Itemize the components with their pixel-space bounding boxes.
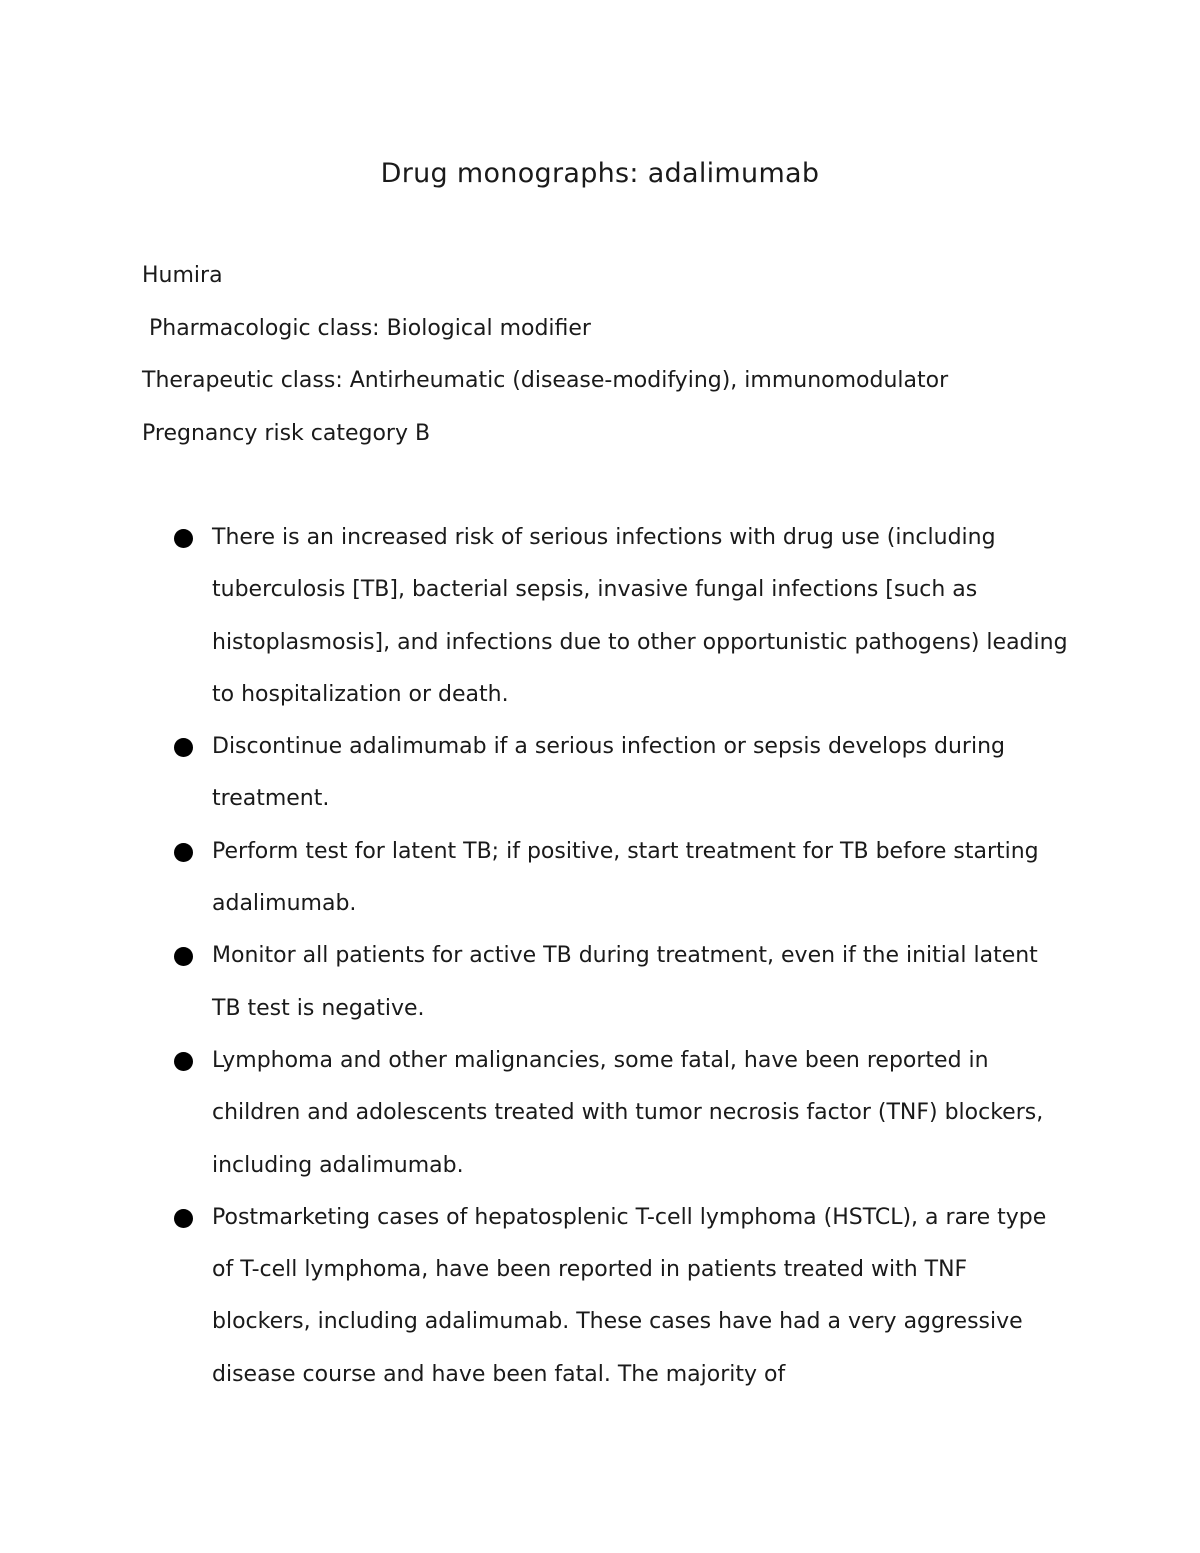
list-item-text: Perform test for latent TB; if positive, start treatment for TB before starting adalimumab.: [212, 838, 1039, 917]
bullet-icon: [174, 947, 193, 966]
list-item-text: Monitor all patients for active TB during treatment, even if the initial latent TB test is negative.: [212, 943, 1038, 1021]
drug-info-block: [142, 250, 1142, 460]
brand-name: Humira: [142, 263, 223, 288]
warnings-list: [212, 512, 1072, 1401]
bullet-icon: [174, 1209, 193, 1228]
list-item: [212, 512, 1072, 721]
bullet-icon: [174, 843, 193, 862]
pharmacologic-class: Pharmacologic class: Biological modifier: [142, 315, 591, 341]
therapeutic-class: Therapeutic class: Antirheumatic (disease-modifying), immunomodulator: [142, 368, 949, 393]
bullet-icon: [174, 1052, 193, 1071]
list-item-text: Discontinue adalimumab if a serious infection or sepsis develops during treatment.: [212, 734, 1005, 812]
bullet-icon: [174, 529, 193, 548]
list-item: [212, 1035, 1072, 1192]
document-title: Drug monographs: adalimumab: [380, 158, 820, 190]
list-item: [212, 721, 1072, 826]
list-item: [212, 930, 1072, 1035]
bullet-icon: [174, 738, 193, 757]
list-item-text: Lymphoma and other malignancies, some fatal, have been reported in children and adolescents treated with tumor necrosis factor (TNF) blockers, including adalimumab.: [212, 1047, 1044, 1178]
list-item: [212, 1192, 1072, 1401]
list-item-text: Postmarketing cases of hepatosplenic T-cell lymphoma (HSTCL), a rare type of T-cell lymphoma, have been reported in patients treated with TNF blockers, including adalimumab. These cases have had a very aggressive disease course and have been fatal. The majority of: [212, 1204, 1047, 1387]
list-item: [212, 826, 1072, 931]
list-item-text: There is an increased risk of serious infections with drug use (including tuberculosis [TB], bacterial sepsis, invasive fungal infections [such as histoplasmosis], and infections due to other opportunistic pathogens) leading to hospitalization or death.: [212, 525, 1068, 707]
pregnancy-risk-category: Pregnancy risk category B: [142, 420, 431, 446]
